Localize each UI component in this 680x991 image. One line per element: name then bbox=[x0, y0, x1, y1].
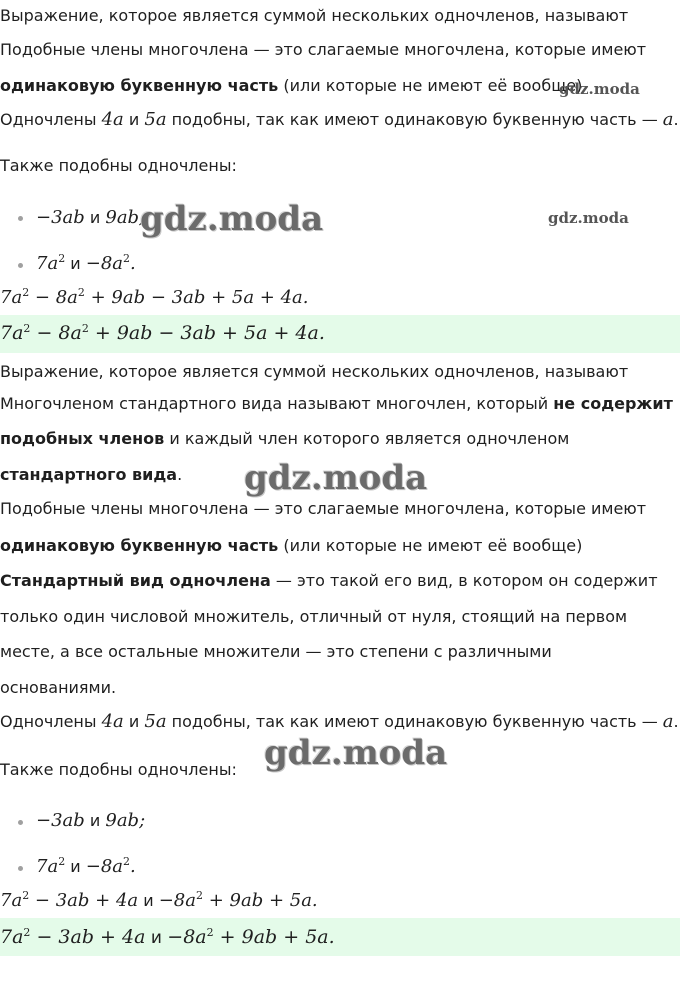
text-span: и bbox=[65, 254, 86, 273]
equation-highlighted: $7a^2 - 3ab + 4a$ $и -8a^2 + 9ab + 5a$. bbox=[0, 926, 335, 948]
text-span: (или которые не имеют её вообще) bbox=[278, 76, 583, 95]
math-expr: a bbox=[662, 711, 674, 732]
watermark: gdz.moda bbox=[559, 80, 640, 98]
equation: $7a^2 - 8a^2 + 9ab - 3ab + 5a + 4a$. bbox=[0, 286, 309, 308]
text-line: Подобные члены многочлена — это слагаемые многочлена, которые имеют bbox=[0, 40, 647, 59]
bold-term: подобных членов bbox=[0, 429, 165, 448]
text-line: подобных членов и каждый член которого является одночленом bbox=[0, 429, 570, 448]
math-expr: a bbox=[662, 109, 674, 130]
math-expr: 5a bbox=[144, 711, 167, 732]
text-line: Многочленом стандартного вида называют многочлен, который не содержит bbox=[0, 394, 673, 413]
text-span: и bbox=[84, 208, 106, 227]
text-span: и bbox=[123, 110, 145, 129]
watermark: gdz.moda bbox=[140, 199, 324, 239]
math-expr: $7a^2$ bbox=[36, 252, 66, 274]
math-expr: 9ab; bbox=[105, 810, 146, 831]
math-expr: 9ab; bbox=[105, 207, 146, 228]
watermark: gdz.moda bbox=[548, 209, 629, 227]
text-line: месте, а все остальные множители — это степени с различными bbox=[0, 642, 552, 661]
bold-term: Стандартный вид одночлена bbox=[0, 571, 271, 590]
math-expr: $7a^2$ bbox=[36, 855, 66, 877]
math-expr: −3ab bbox=[36, 207, 85, 228]
text-line: основаниями. bbox=[0, 678, 117, 697]
bold-term: стандартного вида bbox=[0, 465, 178, 484]
math-expr: −3ab bbox=[36, 810, 85, 831]
bold-term: одинаковую буквенную часть bbox=[0, 536, 279, 555]
text-line: только один числовой множитель, отличный от нуля, стоящий на первом bbox=[0, 607, 628, 626]
equation: $7a^2 - 3ab + 4a$ $и -8a^2 + 9ab + 5a$. bbox=[0, 889, 318, 911]
bold-term: не содержит bbox=[553, 394, 673, 413]
text-span: подобны, так как имеют одинаковую буквенную часть — bbox=[166, 110, 663, 129]
text-line: одинаковую буквенную часть (или которые не имеют её вообще) bbox=[0, 536, 583, 555]
math-expr: 5a bbox=[144, 109, 167, 130]
math-expr: $-8a^2$ bbox=[85, 252, 131, 274]
text-line: Выражение, которое является суммой нескольких одночленов, называют bbox=[0, 362, 629, 381]
text-line: Также подобны одночлены: bbox=[0, 760, 237, 779]
bullet-icon bbox=[18, 263, 23, 268]
text-line: Также подобны одночлены: bbox=[0, 156, 237, 175]
bullet-icon bbox=[18, 216, 23, 221]
watermark: gdz.moda bbox=[264, 733, 448, 773]
bold-term: одинаковую буквенную часть bbox=[0, 76, 279, 95]
list-item bbox=[36, 254, 136, 274]
list-item bbox=[36, 208, 145, 228]
math-expr: 4a bbox=[101, 109, 124, 130]
text-line: Одночлены 4a и 5a подобны, так как имеют одинаковую буквенную часть — a. bbox=[0, 711, 679, 732]
text-line: Стандартный вид одночлена — это такой его вид, в котором он содержит bbox=[0, 571, 658, 590]
list-item: −3ab и 9ab; bbox=[36, 810, 146, 831]
text-span: . bbox=[673, 110, 679, 129]
text-line: Подобные члены многочлена — это слагаемые многочлена, которые имеют bbox=[0, 499, 647, 518]
math-expr: 4a bbox=[101, 711, 124, 732]
watermark: gdz.moda bbox=[244, 458, 428, 498]
list-item: $7a^2$ $и -8a^2$. bbox=[36, 855, 136, 877]
math-expr: . bbox=[130, 253, 136, 274]
math-expr: $-8a^2$ bbox=[85, 855, 131, 877]
bullet-icon bbox=[18, 820, 23, 825]
equation-highlighted: $7a^2 - 8a^2 + 9ab - 3ab + 5a + 4a$. bbox=[0, 322, 325, 344]
text-line bbox=[0, 76, 582, 96]
text-line: стандартного вида. bbox=[0, 465, 183, 484]
bullet-icon bbox=[18, 866, 23, 871]
text-line bbox=[0, 110, 679, 130]
text-span: Одночлены bbox=[0, 110, 102, 129]
text-line: Выражение, которое является суммой нескольких одночленов, называют bbox=[0, 6, 629, 25]
